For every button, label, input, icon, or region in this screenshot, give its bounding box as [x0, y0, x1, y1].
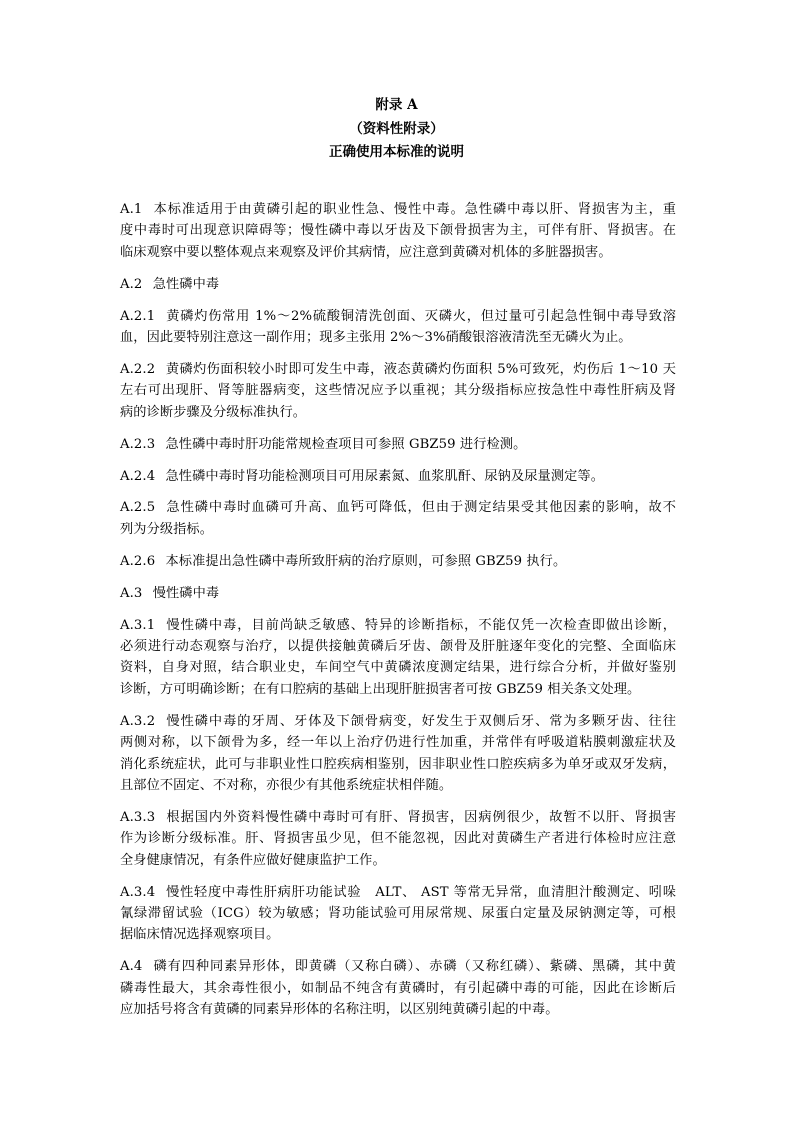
appendix-type: （资料性附录） [349, 121, 444, 137]
section-number: A.4 [120, 959, 143, 975]
section-number: A.2 [120, 276, 143, 292]
section-a-2-4 [120, 466, 676, 487]
section-text: 资料，自身对照，结合职业史，车间空气中黄磷浓度测定结果，进行综合分析，并做好鉴别 [120, 660, 676, 676]
section-number: A.3.2 [120, 713, 156, 729]
section-a-2-1 [120, 306, 676, 349]
section-text: 全身健康情况，有条件应做好健康监护工作。 [120, 852, 386, 868]
section-a-1 [120, 199, 676, 263]
section-number: A.3.3 [120, 809, 156, 825]
paragraph-line [120, 999, 676, 1020]
section-text: 慢性磷中毒 [152, 585, 220, 601]
section-text: 必须进行动态观察与治疗，以提供接触黄磷后牙齿、颌骨及肝脏逐年变化的完整、全面临床 [120, 639, 676, 654]
paragraph-line [120, 306, 676, 327]
section-a-3-2 [120, 711, 676, 797]
paragraph-line [120, 615, 676, 636]
section-number: A.2.3 [120, 436, 156, 452]
paragraph-line [120, 882, 676, 903]
paragraph-line [120, 657, 676, 678]
paragraph-line [120, 402, 676, 423]
section-a-4 [120, 956, 676, 1020]
paragraph-line [120, 551, 676, 572]
section-number: A.2.2 [120, 361, 156, 377]
section-number: A.2.5 [120, 500, 156, 516]
paragraph-line [120, 850, 676, 871]
section-text: 作为诊断分级标准。肝、肾损害虽少见，但不能忽视，因此对黄磷生产者进行体检时应注意 [120, 831, 676, 847]
section-text: 消化系统症状，此可与非职业性口腔疾病相鉴别，因非职业性口腔疾病多为单牙或双牙发病， [120, 756, 676, 772]
paragraph-line [120, 679, 676, 700]
section-text: 慢性磷中毒，目前尚缺乏敏感、特异的诊断指标，不能仅凭一次检查即做出诊断， [166, 617, 676, 633]
section-text: 血，因此要特别注意这一副作用；现多主张用 2%～3%硝酸银溶液清洗至无磷火为止。 [120, 330, 632, 346]
section-number: A.2.4 [120, 468, 156, 484]
paragraph-line [120, 828, 676, 849]
section-text: 临床观察中要以整体观点来观察及评价其病情，应注意到黄磷对机体的多脏器损害。 [120, 244, 612, 260]
section-text: 本标准提出急性磷中毒所致肝病的治疗原则，可参照 GBZ59 执行。 [165, 553, 567, 569]
paragraph-line [120, 956, 676, 977]
section-number: A.3 [120, 585, 143, 601]
section-text: 黄磷灼伤常用 1%～2%硫酸铜清洗创面、灭磷火，但过量可引起急性铜中毒导致溶 [166, 308, 676, 324]
paragraph-line [120, 903, 676, 924]
section-text: 磷毒性最大，其余毒性很小，如制品不纯含有黄磷时，有引起磷中毒的可能，因此在诊断后 [120, 980, 676, 996]
paragraph-line [120, 519, 676, 540]
section-a-3 [120, 583, 676, 604]
section-a-3-1 [120, 615, 676, 701]
section-text: 据临床情况选择观察项目。 [120, 927, 280, 943]
section-a-3-3 [120, 807, 676, 871]
appendix-title: 正确使用本标准的说明 [329, 144, 464, 160]
section-text: 黄磷灼伤面积较小时即可发生中毒，液态黄磷灼伤面积 5%可致死，灼伤后 1～10 天 [165, 361, 676, 377]
paragraph-line [120, 497, 676, 518]
paragraph-line [120, 242, 676, 263]
section-text: 慢性磷中毒的牙周、牙体及下颌骨病变，好发生于双侧后牙、常为多颗牙齿、往往 [166, 713, 676, 729]
paragraph-line [120, 583, 676, 604]
section-text: 列为分级指标。 [120, 521, 214, 537]
section-text: 本标准适用于由黄磷引起的职业性急、慢性中毒。急性磷中毒以肝、肾损害为主，重 [153, 202, 676, 217]
section-text: 度中毒时可出现意识障碍等；慢性磷中毒以牙齿及下颌骨损害为主，可伴有肝、肾损害。在 [120, 223, 676, 239]
section-a-2-6 [120, 551, 676, 572]
section-text: 急性磷中毒时肾功能检测项目可用尿素氮、血浆肌酐、尿钠及尿量测定等。 [165, 468, 604, 484]
section-text: 急性磷中毒时血磷可升高、血钙可降低，但由于测定结果受其他因素的影响，故不 [166, 500, 676, 516]
appendix-label: 附录 A [375, 97, 418, 113]
paragraph-line [120, 220, 676, 241]
section-text: 根据国内外资料慢性磷中毒时可有肝、肾损害，因病例很少，故暂不以肝、肾损害 [166, 809, 676, 825]
document-body [120, 199, 676, 1031]
paragraph-line [120, 732, 676, 753]
section-text: 应加括号将含有黄磷的同素异形体的名称注明，以区别纯黄磷引起的中毒。 [120, 1002, 559, 1018]
paragraph-line [120, 636, 676, 657]
section-a-2-5 [120, 497, 676, 540]
paragraph-line [120, 466, 676, 487]
paragraph-line [120, 327, 676, 348]
section-text: 两侧对称，以下颌骨为多，经一年以上治疗仍进行性加重，并常伴有呼吸道粘膜刺激症状及 [120, 735, 676, 751]
paragraph-line [120, 359, 676, 380]
paragraph-line [120, 754, 676, 775]
section-text: 病的诊断步骤及分级标准执行。 [120, 404, 307, 420]
paragraph-line [120, 978, 676, 999]
section-number: A.2.1 [120, 308, 156, 324]
section-number: A.3.4 [120, 884, 156, 900]
section-text: 氰绿滞留试验（ICG）较为敏感；肾功能试验可用尿常规、尿蛋白定量及尿钠测定等，可根 [120, 905, 676, 921]
section-text: 慢性轻度中毒性肝病肝功能试验 ALT、 AST 等常无异常，血清胆汁酸测定、吲哚 [166, 884, 676, 900]
section-number: A.3.1 [120, 617, 156, 633]
section-text: 左右可出现肝、肾等脏器病变，这些情况应予以重视；其分级指标应按急性中毒性肝病及肾 [120, 383, 676, 399]
section-number: A.2.6 [120, 553, 156, 569]
paragraph-line [120, 434, 676, 455]
section-text: 急性磷中毒 [152, 276, 220, 292]
paragraph-line [120, 775, 676, 796]
section-a-2-2 [120, 359, 676, 423]
section-a-3-4 [120, 882, 676, 946]
section-text: 磷有四种同素异形体，即黄磷（又称白磷）、赤磷（又称红磷）、紫磷、黑磷，其中黄 [153, 959, 676, 975]
section-text: 且部位不固定、不对称，亦很少有其他系统症状相伴随。 [120, 777, 453, 793]
paragraph-line [120, 807, 676, 828]
section-a-2 [120, 274, 676, 295]
paragraph-line [120, 380, 676, 401]
paragraph-line [120, 924, 676, 945]
section-a-2-3 [120, 434, 676, 455]
paragraph-line [120, 711, 676, 732]
paragraph-line [120, 199, 676, 220]
section-number: A.1 [120, 202, 143, 217]
section-text: 急性磷中毒时肝功能常规检查项目可参照 GBZ59 进行检测。 [165, 436, 527, 452]
paragraph-line [120, 274, 676, 295]
section-text: 诊断，方可明确诊断；在有口腔病的基础上出现肝脏损害者可按 GBZ59 相关条文处理。 [120, 681, 641, 697]
